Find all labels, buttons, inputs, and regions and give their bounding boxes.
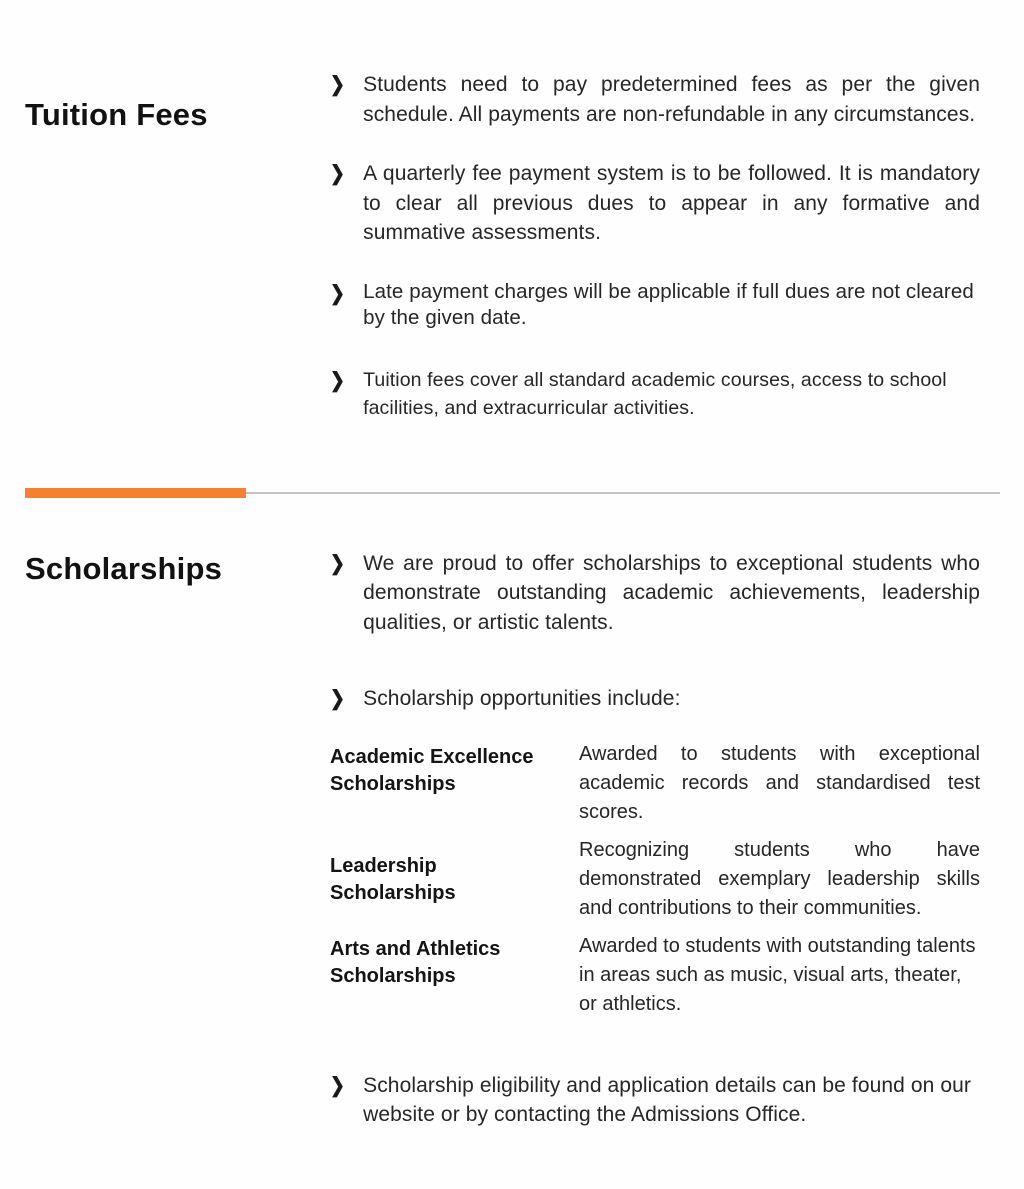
bullet-item (330, 1071, 980, 1130)
scholarship-term: Arts and Athletics Scholarships (330, 937, 501, 987)
scholarship-term: Academic Excellence Scholarships (330, 745, 534, 795)
divider-line (246, 492, 1000, 494)
section-divider (25, 488, 1000, 498)
section-tuition-fees (0, 70, 1024, 422)
scholarship-table (330, 740, 980, 1019)
bullet-text: Late payment charges will be applicable if full dues are not cleared by the given date. (363, 279, 974, 329)
scholarship-definition: Awarded to students with exceptional academic records and standardised test scores. (579, 742, 980, 823)
scholarship-row (330, 836, 980, 923)
bullet-text: Scholarship eligibility and application details can be found on our website or by contacting the Admissions Office. (363, 1073, 972, 1126)
bullet-item (330, 684, 980, 714)
bullet-item (330, 549, 980, 638)
section-scholarships (0, 549, 1024, 1130)
bullet-text: Scholarship opportunities include: (363, 687, 681, 710)
chevron-bullet-icon: ❯ (330, 280, 346, 304)
chevron-bullet-icon: ❯ (330, 72, 346, 96)
chevron-bullet-icon: ❯ (330, 161, 346, 185)
scholarship-term: Leadership Scholarships (330, 854, 456, 904)
chevron-bullet-icon: ❯ (330, 550, 346, 574)
bullet-item (330, 159, 980, 248)
bullet-text: Students need to pay predetermined fees as per the given schedule. All payments are non-refundable in any circumstances. (363, 73, 980, 126)
section-heading-scholarships: Scholarships (25, 550, 223, 586)
chevron-bullet-icon: ❯ (330, 367, 346, 391)
tuition-content-column (330, 70, 980, 422)
bullet-item (330, 366, 980, 422)
scholarships-content-column (330, 549, 980, 1130)
scholarships-heading-column (25, 549, 330, 587)
bullet-item (330, 70, 980, 129)
scholarship-definition: Recognizing students who have demonstrated exemplary leadership skills and contributions to their communities. (579, 838, 980, 919)
scholarship-row (330, 740, 980, 827)
bullet-text: A quarterly fee payment system is to be followed. It is mandatory to clear all previous dues to appear in any formative and summative assessments. (363, 162, 980, 244)
bullet-item (330, 279, 980, 331)
divider-accent-bar (25, 488, 246, 498)
scholarship-row (330, 932, 980, 1019)
bullet-text: Tuition fees cover all standard academic courses, access to school facilities, and extracurricular activities. (363, 368, 947, 419)
tuition-heading-column (25, 70, 330, 133)
chevron-bullet-icon: ❯ (330, 1072, 346, 1096)
bullet-text: We are proud to offer scholarships to exceptional students who demonstrate outstanding academic achievements, leadership qualities, or artistic talents. (363, 551, 980, 634)
scholarship-definition: Awarded to students with outstanding talents in areas such as music, visual arts, theater, or athletics. (579, 934, 976, 1015)
section-heading-tuition-fees: Tuition Fees (25, 97, 208, 132)
chevron-bullet-icon: ❯ (330, 686, 346, 710)
